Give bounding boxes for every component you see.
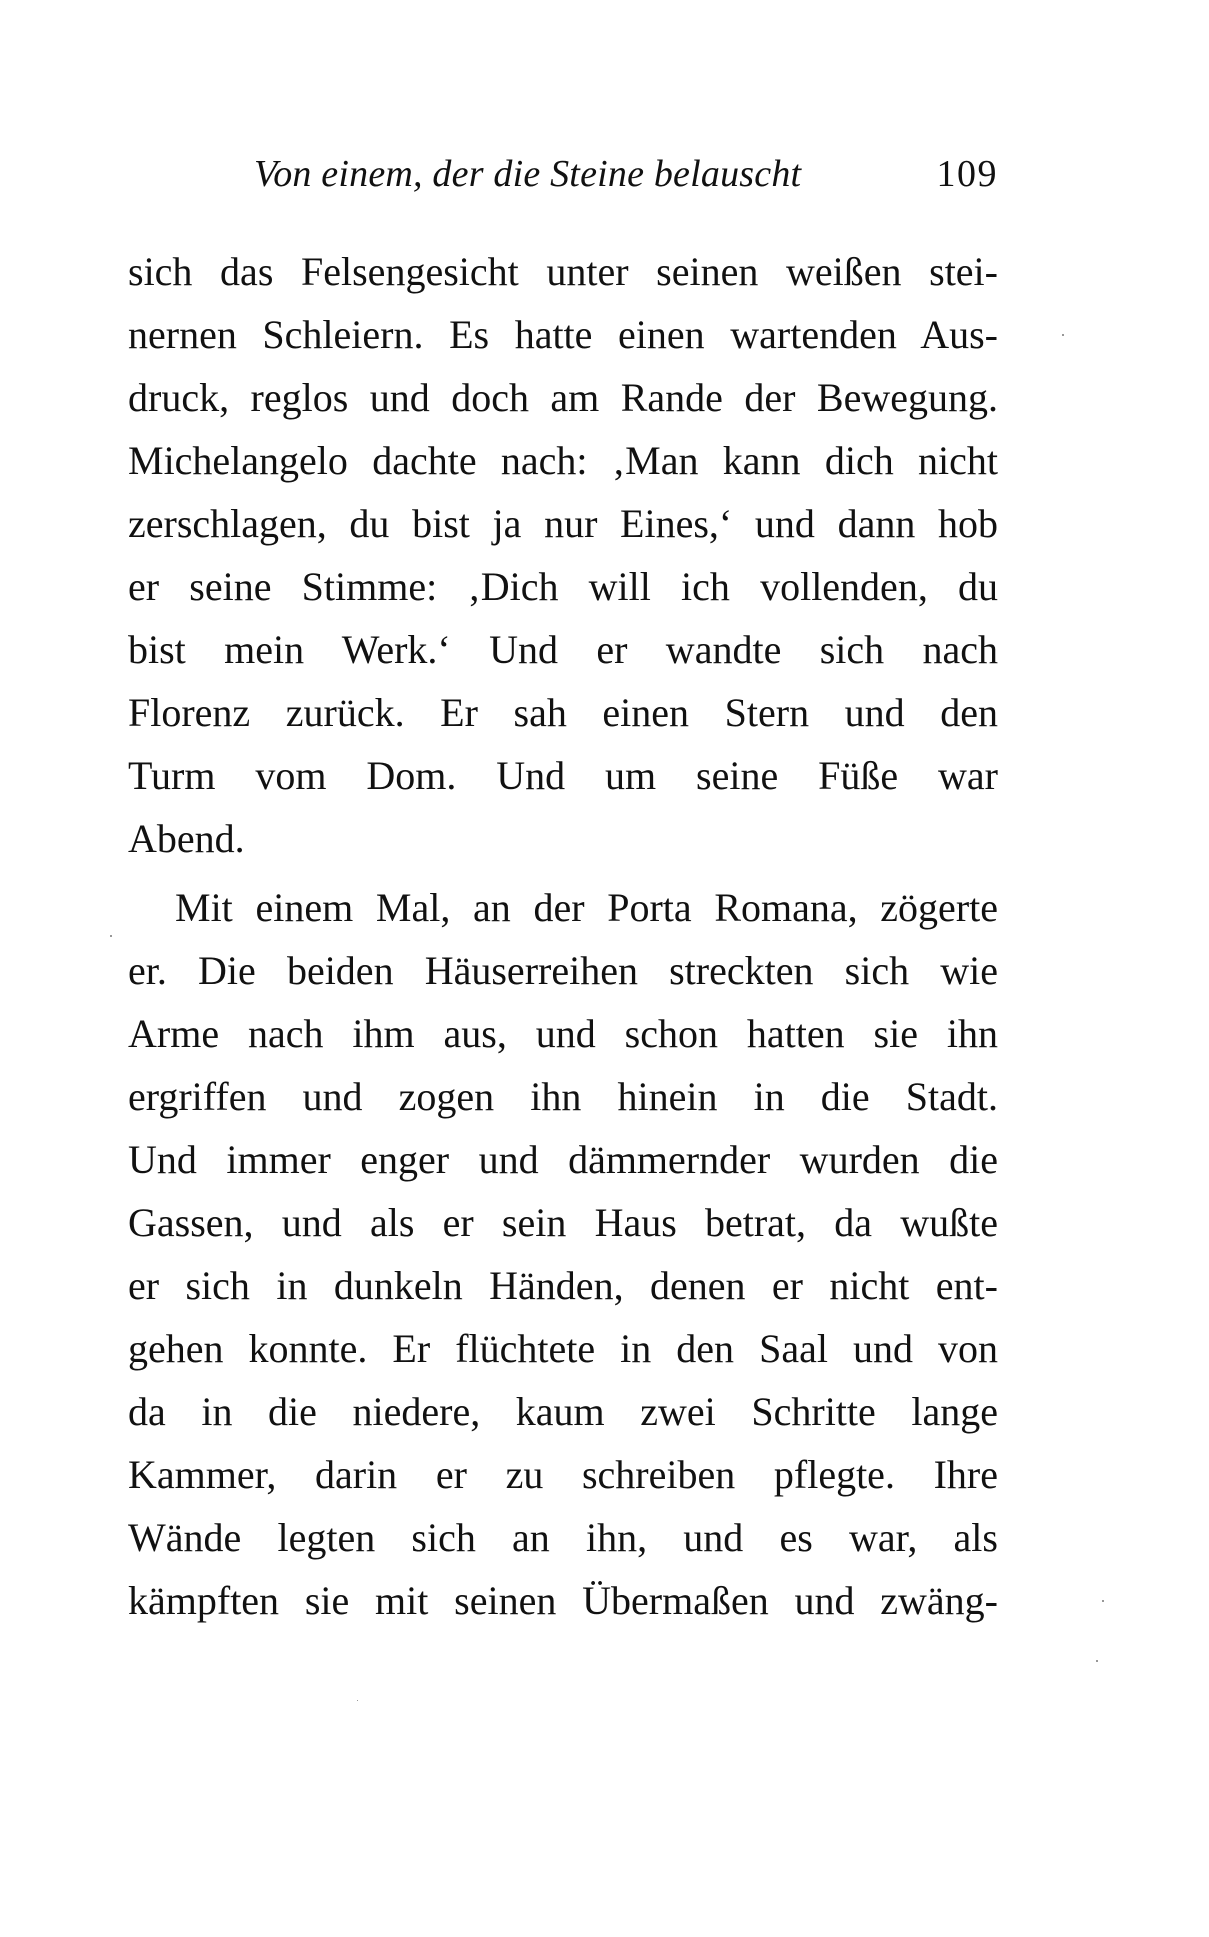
text-line: Kammer, darin er zu schreiben pflegte. Ihre <box>128 1452 998 1497</box>
text-line: bist mein Werk.‘ Und er wandte sich nach <box>128 627 998 672</box>
paragraph-2 <box>128 876 998 1632</box>
text-line: kämpften sie mit seinen Übermaßen und zwäng- <box>128 1578 998 1623</box>
paragraph-1 <box>128 240 998 870</box>
running-title: Von einem, der die Steine belauscht <box>254 153 802 195</box>
text-line: Wände legten sich an ihn, und es war, als <box>128 1515 998 1560</box>
text-line: sich das Felsengesicht unter seinen weißen stei- <box>128 249 998 294</box>
text-line: ergriffen und zogen ihn hinein in die Stadt. <box>128 1074 998 1119</box>
text-line: nernen Schleiern. Es hatte einen wartenden Aus- <box>128 312 998 357</box>
paper-speck <box>357 1700 358 1701</box>
text-line: er sich in dunkeln Händen, denen er nicht ent- <box>128 1263 998 1308</box>
text-line: zerschlagen, du bist ja nur Eines,‘ und dann hob <box>128 501 998 546</box>
paper-speck <box>1102 1600 1104 1602</box>
text-line: gehen konnte. Er flüchtete in den Saal und von <box>128 1326 998 1371</box>
text-line: Arme nach ihm aus, und schon hatten sie ihn <box>128 1011 998 1056</box>
text-line: Und immer enger und dämmernder wurden die <box>128 1137 998 1182</box>
paper-speck <box>110 935 112 937</box>
paper-speck <box>1062 334 1064 336</box>
text-line: Florenz zurück. Er sah einen Stern und den <box>128 690 998 735</box>
text-line: da in die niedere, kaum zwei Schritte lange <box>128 1389 998 1434</box>
text-line: druck, reglos und doch am Rande der Bewegung. <box>128 375 998 420</box>
text-line: er. Die beiden Häuserreihen streckten sich wie <box>128 948 998 993</box>
running-head <box>128 152 998 202</box>
text-line: Mit einem Mal, an der Porta Romana, zögerte <box>175 885 998 930</box>
text-line: Gassen, und als er sein Haus betrat, da wußte <box>128 1200 998 1245</box>
text-line: Abend. <box>128 816 245 861</box>
text-line: er seine Stimme: ‚Dich will ich vollenden, du <box>128 564 998 609</box>
text-line: Turm vom Dom. Und um seine Füße war <box>128 753 998 798</box>
page-number: 109 <box>936 153 998 195</box>
paper-speck <box>1096 1660 1098 1662</box>
text-line: Michelangelo dachte nach: ‚Man kann dich nicht <box>128 438 998 483</box>
body-text <box>128 240 998 1632</box>
